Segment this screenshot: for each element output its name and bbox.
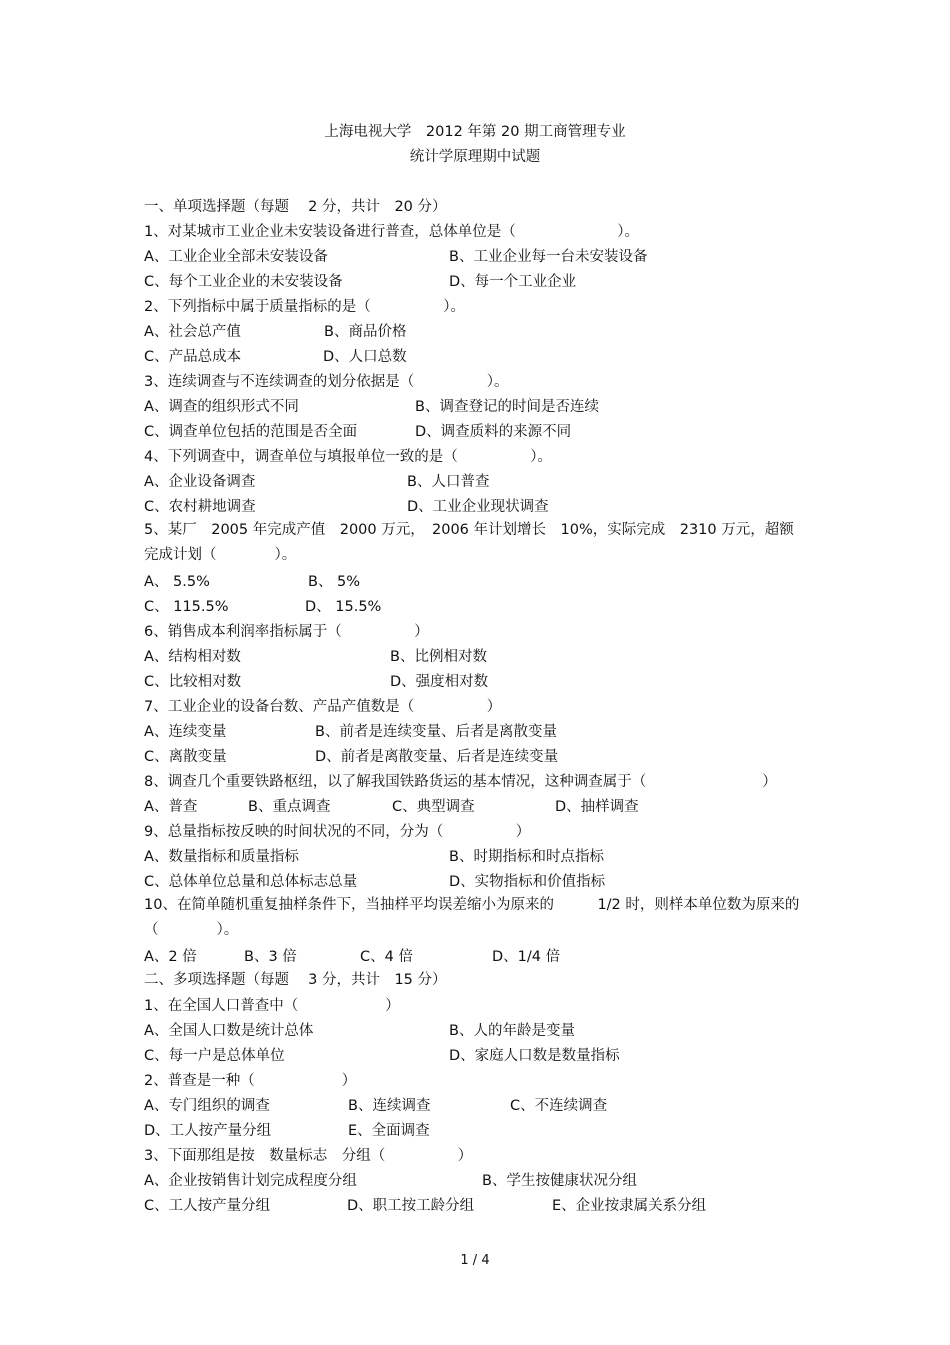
option-a: A、企业按销售计划完成程度分组 xyxy=(144,1173,357,1189)
option-c: C、比较相对数 xyxy=(144,674,242,690)
option-d: D、抽样调查 xyxy=(555,799,639,815)
option-b: B、比例相对数 xyxy=(390,649,487,665)
question-stem: 2、下列指标中属于质量指标的是（ ）。 xyxy=(144,299,465,315)
option-c: C、产品总成本 xyxy=(144,349,242,365)
option-c: C、 115.5% xyxy=(144,599,229,615)
option-d: D、前者是离散变量、后者是连续变量 xyxy=(315,749,559,765)
option-a: A、连续变量 xyxy=(144,724,227,740)
question-stem: 1、在全国人口普查中（ ） xyxy=(144,998,400,1014)
option-a: A、结构相对数 xyxy=(144,649,241,665)
option-d: D、 15.5% xyxy=(305,599,382,615)
option-d: D、实物指标和价值指标 xyxy=(449,874,606,890)
section2-heading: 二、多项选择题（每题 3 分，共计 15 分） xyxy=(144,972,447,988)
option-a: A、 5.5% xyxy=(144,574,210,590)
option-e: E、企业按隶属关系分组 xyxy=(552,1198,707,1214)
option-b: B、学生按健康状况分组 xyxy=(482,1173,637,1189)
option-c: C、调查单位包括的范围是否全面 xyxy=(144,424,358,440)
option-b: B、商品价格 xyxy=(324,324,407,340)
option-c: C、4 倍 xyxy=(360,949,413,965)
option-d: D、1/4 倍 xyxy=(492,949,561,965)
option-a: A、工业企业全部未安装设备 xyxy=(144,249,328,265)
option-b: B、 5% xyxy=(308,574,361,590)
option-a: A、数量指标和质量指标 xyxy=(144,849,299,865)
question-stem: 6、销售成本利润率指标属于（ ） xyxy=(144,624,429,640)
page-number: 1 / 4 xyxy=(460,1253,490,1268)
option-c: C、每一户是总体单位 xyxy=(144,1048,285,1064)
option-d: D、家庭人口数是数量指标 xyxy=(449,1048,620,1064)
option-a: A、全国人口数是统计总体 xyxy=(144,1023,314,1039)
option-c: C、工人按产量分组 xyxy=(144,1198,271,1214)
question-stem: 3、连续调查与不连续调查的划分依据是（ ）。 xyxy=(144,374,509,390)
option-e: E、全面调查 xyxy=(348,1123,430,1139)
option-a: A、普查 xyxy=(144,799,198,815)
option-d: D、人口总数 xyxy=(323,349,407,365)
option-b: B、重点调查 xyxy=(248,799,331,815)
question-stem: 9、总量指标按反映的时间状况的不同，分为（ ） xyxy=(144,824,531,840)
option-d: D、工人按产量分组 xyxy=(144,1123,272,1139)
question-stem: 10、在简单随机重复抽样条件下，当抽样平均误差缩小为原来的 1/2 时，则样本单位数为原来的（ ）。 xyxy=(144,897,800,938)
question-stem: 7、工业企业的设备台数、产品产值数是（ ） xyxy=(144,699,502,715)
question-stem: 3、下面那组是按 数量标志 分组（ ） xyxy=(144,1148,473,1164)
option-a: A、专门组织的调查 xyxy=(144,1098,270,1114)
option-b: B、人的年龄是变量 xyxy=(449,1023,575,1039)
option-b: B、前者是连续变量、后者是离散变量 xyxy=(315,724,557,740)
question-stem: 8、调查几个重要铁路枢纽，以了解我国铁路货运的基本情况，这种调查属于（ ） xyxy=(144,774,777,790)
option-d: D、强度相对数 xyxy=(390,674,489,690)
section1-heading: 一、单项选择题（每题 2 分，共计 20 分） xyxy=(144,199,447,215)
option-b: B、人口普查 xyxy=(407,474,490,490)
option-c: C、典型调查 xyxy=(392,799,475,815)
option-b: B、工业企业每一台未安装设备 xyxy=(449,249,648,265)
exam-title-line1: 上海电视大学 2012 年第 20 期工商管理专业 xyxy=(324,124,626,140)
exam-title-line2: 统计学原理期中试题 xyxy=(409,149,541,165)
option-a: A、社会总产值 xyxy=(144,324,241,340)
option-b: B、时期指标和时点指标 xyxy=(449,849,604,865)
option-a: A、调查的组织形式不同 xyxy=(144,399,299,415)
option-d: D、每一个工业企业 xyxy=(449,274,577,290)
question-stem: 1、对某城市工业企业未安装设备进行普查，总体单位是（ ）。 xyxy=(144,224,639,240)
option-b: B、调查登记的时间是否连续 xyxy=(415,399,599,415)
question-stem: 4、下列调查中，调查单位与填报单位一致的是（ ）。 xyxy=(144,449,552,465)
option-c: C、农村耕地调查 xyxy=(144,499,256,515)
option-c: C、离散变量 xyxy=(144,749,227,765)
option-c: C、总体单位总量和总体标志总量 xyxy=(144,874,358,890)
option-c: C、每个工业企业的未安装设备 xyxy=(144,274,343,290)
option-a: A、2 倍 xyxy=(144,949,197,965)
question-stem: 5、某厂 2005 年完成产值 2000 万元， 2006 年计划增长 10%，实际完成 2310 万元，超额完成计划（ ）。 xyxy=(144,522,794,563)
option-b: B、3 倍 xyxy=(244,949,297,965)
option-d: D、调查质料的来源不同 xyxy=(415,424,572,440)
option-c: C、不连续调查 xyxy=(510,1098,608,1114)
option-a: A、企业设备调查 xyxy=(144,474,256,490)
option-d: D、工业企业现状调查 xyxy=(407,499,549,515)
question-stem: 2、普查是一种（ ） xyxy=(144,1073,357,1089)
option-d: D、职工按工龄分组 xyxy=(347,1198,475,1214)
option-b: B、连续调查 xyxy=(348,1098,431,1114)
